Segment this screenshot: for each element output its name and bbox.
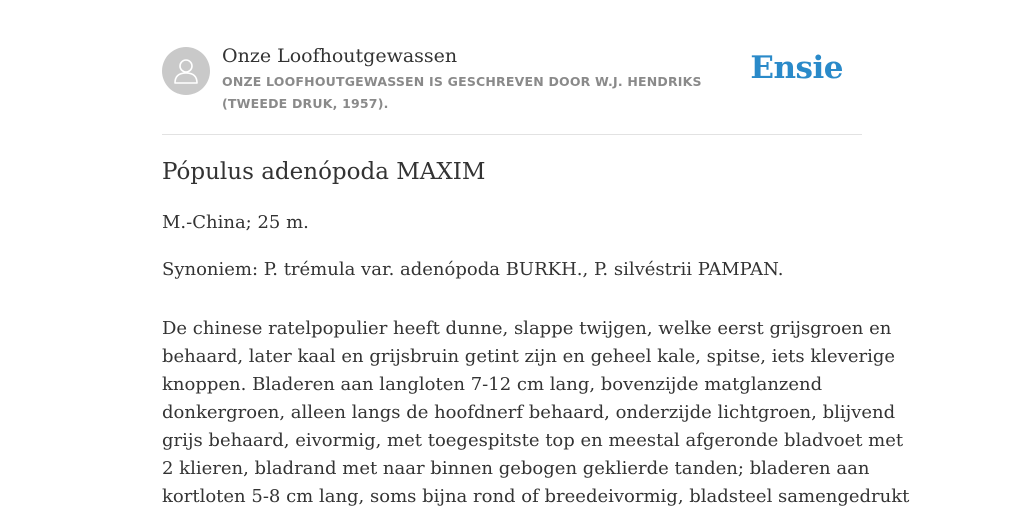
body-line: De chinese ratelpopulier heeft dunne, slappe twijgen, welke eerst grijsgroen en	[162, 318, 892, 339]
source-title[interactable]: Onze Loofhoutgewassen	[222, 45, 458, 67]
source-description: ONZE LOOFHOUTGEWASSEN IS GESCHREVEN DOOR W.J. HENDRIKS (TWEEDE DRUK, 1957).	[222, 74, 702, 111]
body-line: 2 klieren, bladrand met naar binnen gebogen geklierde tanden; bladeren aan	[162, 458, 870, 479]
user-outline-icon	[171, 56, 201, 86]
entry-body	[162, 315, 910, 511]
body-line: grijs behaard, eivormig, met toegespitste top en meestal afgeronde bladvoet met	[162, 430, 904, 451]
page-container	[162, 0, 910, 507]
ensie-logo[interactable]: Ensie	[750, 50, 843, 86]
avatar[interactable]	[162, 47, 210, 95]
entry-title: Pópulus adenópoda MAXIM	[162, 159, 486, 185]
body-line: behaard, later kaal en grijsbruin getint zijn en geheel kale, spitse, iets kleverige	[162, 346, 896, 367]
entry-synonyms: Synoniem: P. trémula var. adenópoda BURKH., P. silvéstrii PAMPAN.	[162, 259, 784, 280]
body-line: kortloten 5-8 cm lang, soms bijna rond of breedeivormig, bladsteel samengedrukt	[162, 486, 910, 507]
body-line: knoppen. Bladeren aan langloten 7-12 cm lang, bovenzijde matglanzend	[162, 374, 823, 395]
body-line: donkergroen, alleen langs de hoofdnerf behaard, onderzijde lichtgroen, blijvend	[162, 402, 896, 423]
entry-meta: M.-China; 25 m.	[162, 212, 309, 233]
source-header	[162, 0, 862, 135]
